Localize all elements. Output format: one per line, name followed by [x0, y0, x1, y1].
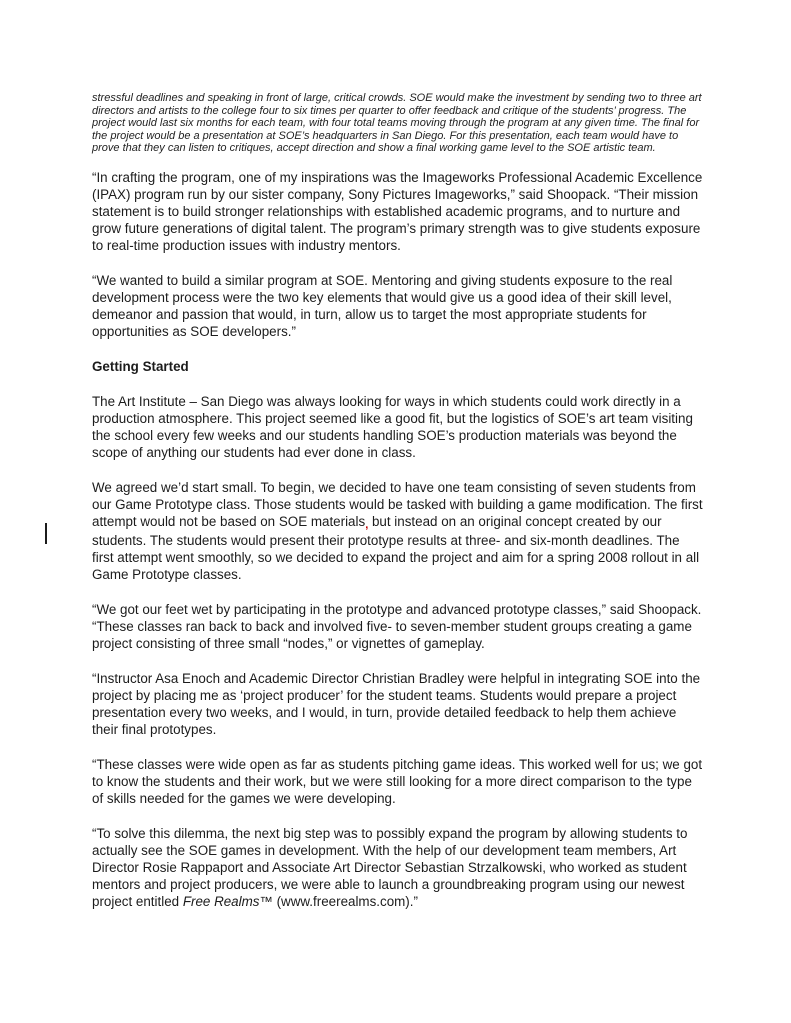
paragraph-instructor: “Instructor Asa Enoch and Academic Director Christian Bradley were helpful in integrating SOE into the project by placing me as ‘project producer’ for the student teams. Students would prepare a project presentation every two weeks, and I would, in turn, provide detailed feedback to help them achieve their final prototypes.: [92, 670, 701, 737]
dilemma-text-after: ™ (www.freerealms.com).”: [259, 893, 418, 909]
intro-italic-paragraph: stressful deadlines and speaking in front of large, critical crowds. SOE would make the investment by sending two to three art directors and artists to the college four to six times per quarter to offer feedback and critique of the students’ progress. The project would last six months for each team, with four total teams moving through the program at any given time. The final for the project would be a presentation at SOE’s headquarters in San Diego. For this presentation, each team would have to prove that they can listen to critiques, accept direction and show a final working game level to the SOE artistic team.: [92, 92, 702, 154]
agreed-text-before: We agreed we’d start small. To begin, we decided to have one team consisting of seven students from our Game Prototype class. Those students would be tasked with building a game modification. The first attempt would not be based on SOE materials: [92, 479, 703, 529]
paragraph-feet-wet: “We got our feet wet by participating in the prototype and advanced prototype classes,” said Shoopack. “These classes ran back to back and involved five- to seven-member student groups creating a game project consisting of three small “nodes,” or vignettes of gameplay.: [92, 601, 702, 651]
paragraph-wide-open: “These classes were wide open as far as students pitching game ideas. This worked well for us; we got to know the students and their work, but we were still looking for a more direct comparison to the type of skills needed for the games we were developing.: [92, 756, 703, 806]
tracked-change-bar: [45, 523, 47, 544]
agreed-text-after: but instead on an original concept created by our students. The students would present their prototype results at three- and six-month deadlines. The first attempt went smoothly, so we decided to expand the project and aim for a spring 2008 rollout in all Game Prototype classes.: [92, 513, 700, 582]
paragraph-similar-program: “We wanted to build a similar program at SOE. Mentoring and giving students exposure to the real development process were the two key elements that would give us a good idea of their skill level, demeanor and passion that would, in turn, allow us to target the most appropriate students for opportunities as SOE developers.”: [92, 272, 673, 339]
paragraph-crafting-program: “In crafting the program, one of my inspirations was the Imageworks Professional Academic Excellence (IPAX) program run by our sister company, Sony Pictures Imageworks,” said Shoopack. “Their mission statement is to build stronger relationships with established academic programs, and to nurture and grow future generations of digital talent. The program’s primary strength was to give students exposure to real-time production issues with industry mentors.: [92, 169, 703, 253]
free-realms-title: Free Realms: [182, 893, 260, 909]
paragraph-dilemma-free-realms: [92, 825, 704, 910]
tracked-change-red-comma: ,: [365, 518, 369, 531]
dilemma-text-before: “To solve this dilemma, the next big step was to possibly expand the program by allowing students to actually see the SOE games in development. With the help of our development team members, Art Director Rosie Rappaport and Associate Art Director Sebastian Strzalkowski, who worked as student mentors and project producers, we were able to launch a groundbreaking program using our newest project entitled: [92, 825, 688, 909]
document-content: [92, 92, 704, 928]
section-heading-getting-started: Getting Started: [92, 358, 189, 374]
paragraph-agreed-start-small: [92, 479, 704, 583]
paragraph-art-institute: The Art Institute – San Diego was always looking for ways in which students could work directly in a production atmosphere. This project seemed like a good fit, but the logistics of SOE’s art team visiting the school every few weeks and our students handling SOE’s production materials was beyond the scope of anything our students had ever done in class.: [92, 393, 693, 460]
